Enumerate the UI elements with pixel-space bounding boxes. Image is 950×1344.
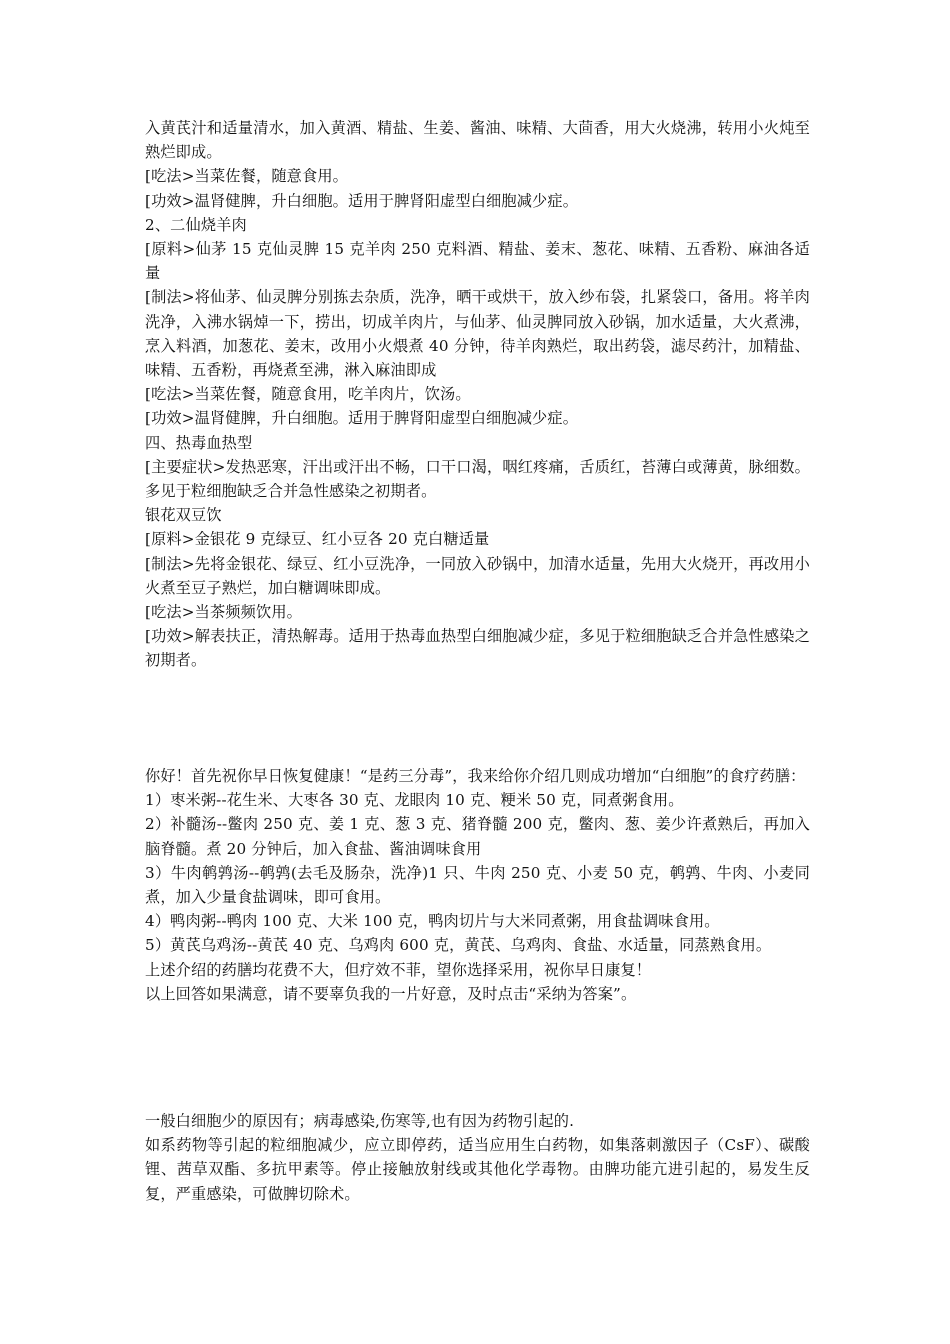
paragraph: 以上回答如果满意，请不要辜负我的一片好意，及时点击“采纳为答案”。 bbox=[145, 984, 637, 1003]
recipe-heading: 银花双豆饮 bbox=[145, 506, 222, 525]
paragraph: [吃法>当菜佐餐，随意食用。 bbox=[145, 167, 349, 186]
paragraph: 入黄芪汁和适量清水，加入黄酒、精盐、生姜、酱油、味精、大茴香，用大火烧沸，转用小火炖至熟烂即成。 bbox=[145, 119, 810, 162]
paragraph: 你好！首先祝你早日恢复健康！“是药三分毒”，我来给你介绍几则成功增加“白细胞”的食疗药膳： bbox=[145, 767, 806, 785]
cause-section bbox=[145, 1109, 810, 1206]
section-heading: 四、热毒血热型 bbox=[145, 433, 253, 452]
list-item: 3）牛肉鹌鹑汤--鹌鹑(去毛及肠杂，洗净)1 只、牛肉 250 克、小麦 50 克，鹌鹑、牛肉、小麦同煮，加入少量食盐调味，即可食用。 bbox=[145, 863, 810, 907]
paragraph: [原料>金银花 9 克绿豆、红小豆各 20 克白糖适量 bbox=[145, 530, 490, 549]
paragraph: [制法>将仙茅、仙灵脾分别拣去杂质，洗净，晒干或烘干，放入纱布袋，扎紧袋口，备用。将羊肉洗净，入沸水锅焯一下，捞出，切成羊肉片，与仙茅、仙灵脾同放入砂锅，加水适量，大火煮沸，烹入料酒，加葱花、姜末，改用小火煨煮 40 分钟，待羊肉熟烂，取出药袋，滤尽药汁，加精盐、味精、五香粉，再烧煮至沸，淋入麻油即成 bbox=[145, 288, 810, 380]
paragraph: 上述介绍的药膳均花费不大，但疗效不菲，望你选择采用，祝你早日康复！ bbox=[145, 960, 652, 979]
paragraph: [功效>温肾健脾，升白细胞。适用于脾肾阳虚型白细胞减少症。 bbox=[145, 409, 579, 428]
paragraph: [吃法>当茶频频饮用。 bbox=[145, 603, 302, 622]
recipe-section bbox=[145, 116, 810, 673]
paragraph: [功效>解表扶正，清热解毒。适用于热毒血热型白细胞减少症，多见于粒细胞缺乏合并急性感染之初期者。 bbox=[145, 627, 810, 670]
paragraph: [主要症状>发热恶寒，汗出或汗出不畅，口干口渴，咽红疼痛，舌质红，苔薄白或薄黄，脉细数。多见于粒细胞缺乏合并急性感染之初期者。 bbox=[145, 457, 810, 501]
list-item: 1）枣米粥--花生米、大枣各 30 克、龙眼肉 10 克、粳米 50 克，同煮粥食用。 bbox=[145, 791, 684, 810]
list-item: 5）黄芪乌鸡汤--黄芪 40 克、乌鸡肉 600 克，黄芪、乌鸡肉、食盐、水适量，同蒸熟食用。 bbox=[145, 936, 772, 955]
paragraph: [功效>温肾健脾，升白细胞。适用于脾肾阳虚型白细胞减少症。 bbox=[145, 191, 579, 210]
paragraph: [制法>先将金银花、绿豆、红小豆洗净，一同放入砂锅中，加清水适量，先用大火烧开，再改用小火煮至豆子熟烂，加白糖调味即成。 bbox=[145, 554, 810, 597]
list-item: 4）鸭肉粥--鸭肉 100 克、大米 100 克，鸭肉切片与大米同煮粥，用食盐调味食用。 bbox=[145, 912, 720, 931]
recipe-heading: 2、二仙烧羊肉 bbox=[145, 215, 247, 234]
answer-section bbox=[145, 764, 810, 1006]
list-item: 2）补髓汤--鳖肉 250 克、姜 1 克、葱 3 克、猪脊髓 200 克，鳖肉、葱、姜少许煮熟后，再加入脑脊髓。煮 20 分钟后，加入食盐、酱油调味食用 bbox=[145, 815, 810, 858]
paragraph: 一般白细胞少的原因有；病毒感染,伤寒等,也有因为药物引起的. bbox=[145, 1112, 575, 1130]
paragraph: 如系药物等引起的粒细胞减少，应立即停药，适当应用生白药物，如集落刺激因子（CsF）、碳酸锂、茜草双酯、多抗甲素等。停止接触放射线或其他化学毒物。由脾功能亢进引起的，易发生反复，严重感染，可做脾切除术。 bbox=[145, 1136, 810, 1203]
paragraph: [吃法>当菜佐餐，随意食用，吃羊肉片，饮汤。 bbox=[145, 385, 471, 404]
paragraph: [原料>仙茅 15 克仙灵脾 15 克羊肉 250 克料酒、精盐、姜末、葱花、味精、五香粉、麻油各适量 bbox=[145, 240, 810, 283]
